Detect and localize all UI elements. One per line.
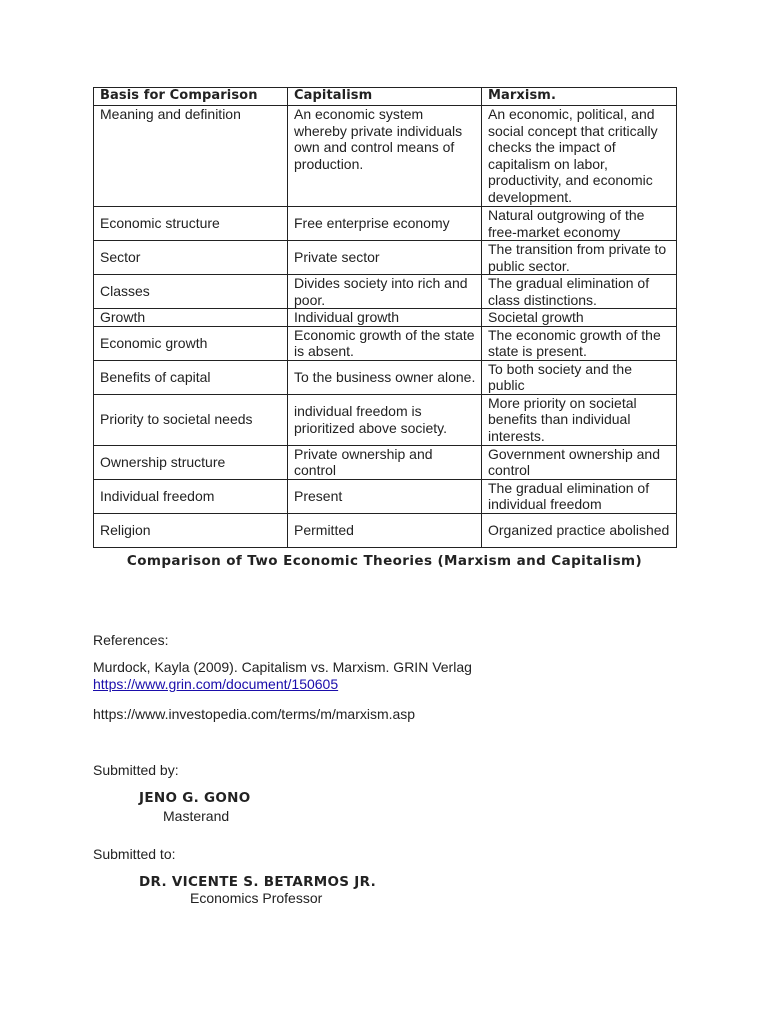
cell-marxism: The gradual elimination of individual freedom xyxy=(482,479,677,513)
submitter-name: JENO G. GONO xyxy=(139,790,251,806)
reference-entry-murdock: Murdock, Kayla (2009). Capitalism vs. Marxism. GRIN Verlag xyxy=(93,659,472,675)
cell-capitalism: To the business owner alone. xyxy=(288,360,482,394)
table-row xyxy=(94,360,677,394)
cell-marxism: Natural outgrowing of the free-market economy xyxy=(482,207,677,241)
comparison-table xyxy=(93,87,677,548)
cell-basis: Sector xyxy=(94,241,288,275)
table-row xyxy=(94,394,677,445)
cell-basis: Economic growth xyxy=(94,326,288,360)
table-row xyxy=(94,479,677,513)
table-row xyxy=(94,106,677,207)
header-marxism: Marxism. xyxy=(482,88,677,106)
cell-marxism: Societal growth xyxy=(482,309,677,327)
recipient-name: DR. VICENTE S. BETARMOS JR. xyxy=(139,874,377,890)
submitted-to-label: Submitted to: xyxy=(93,846,176,862)
table-row xyxy=(94,445,677,479)
references-label: References: xyxy=(93,632,169,648)
cell-marxism: To both society and the public xyxy=(482,360,677,394)
table-header-row xyxy=(94,88,677,106)
table-caption: Comparison of Two Economic Theories (Marxism and Capitalism) xyxy=(126,553,643,569)
cell-marxism: The economic growth of the state is present. xyxy=(482,326,677,360)
cell-capitalism: Private sector xyxy=(288,241,482,275)
cell-basis: Growth xyxy=(94,309,288,327)
cell-capitalism: Free enterprise economy xyxy=(288,207,482,241)
cell-marxism: An economic, political, and social concept that critically checks the impact of capitalism on labor, productivity, and economic development. xyxy=(482,106,677,207)
cell-marxism: Organized practice abolished xyxy=(482,513,677,547)
cell-marxism: The gradual elimination of class distinctions. xyxy=(482,275,677,309)
header-capitalism: Capitalism xyxy=(288,88,482,106)
cell-marxism: More priority on societal benefits than individual interests. xyxy=(482,394,677,445)
cell-basis: Ownership structure xyxy=(94,445,288,479)
submitter-role: Masterand xyxy=(163,808,230,824)
cell-capitalism: An economic system whereby private individuals own and control means of production. xyxy=(288,106,482,207)
table-row xyxy=(94,326,677,360)
cell-capitalism: Present xyxy=(288,479,482,513)
table-row xyxy=(94,275,677,309)
cell-capitalism: Private ownership and control xyxy=(288,445,482,479)
cell-basis: Religion xyxy=(94,513,288,547)
table-row xyxy=(94,207,677,241)
cell-capitalism: Economic growth of the state is absent. xyxy=(288,326,482,360)
table-row xyxy=(94,513,677,547)
header-basis: Basis for Comparison xyxy=(94,88,288,106)
recipient-role: Economics Professor xyxy=(190,890,323,906)
table-row xyxy=(94,241,677,275)
cell-basis: Meaning and definition xyxy=(94,106,288,207)
table-row xyxy=(94,309,677,327)
submitted-by-label: Submitted by: xyxy=(93,762,179,778)
cell-marxism: Government ownership and control xyxy=(482,445,677,479)
cell-capitalism: Individual growth xyxy=(288,309,482,327)
cell-capitalism: Divides society into rich and poor. xyxy=(288,275,482,309)
cell-capitalism: individual freedom is prioritized above society. xyxy=(288,394,482,445)
cell-basis: Priority to societal needs xyxy=(94,394,288,445)
cell-capitalism: Permitted xyxy=(288,513,482,547)
cell-basis: Economic structure xyxy=(94,207,288,241)
reference-entry-investopedia: https://www.investopedia.com/terms/m/marxism.asp xyxy=(93,706,416,722)
cell-basis: Benefits of capital xyxy=(94,360,288,394)
reference-link-grin[interactable]: https://www.grin.com/document/150605 xyxy=(93,676,339,692)
cell-marxism: The transition from private to public sector. xyxy=(482,241,677,275)
cell-basis: Individual freedom xyxy=(94,479,288,513)
cell-basis: Classes xyxy=(94,275,288,309)
